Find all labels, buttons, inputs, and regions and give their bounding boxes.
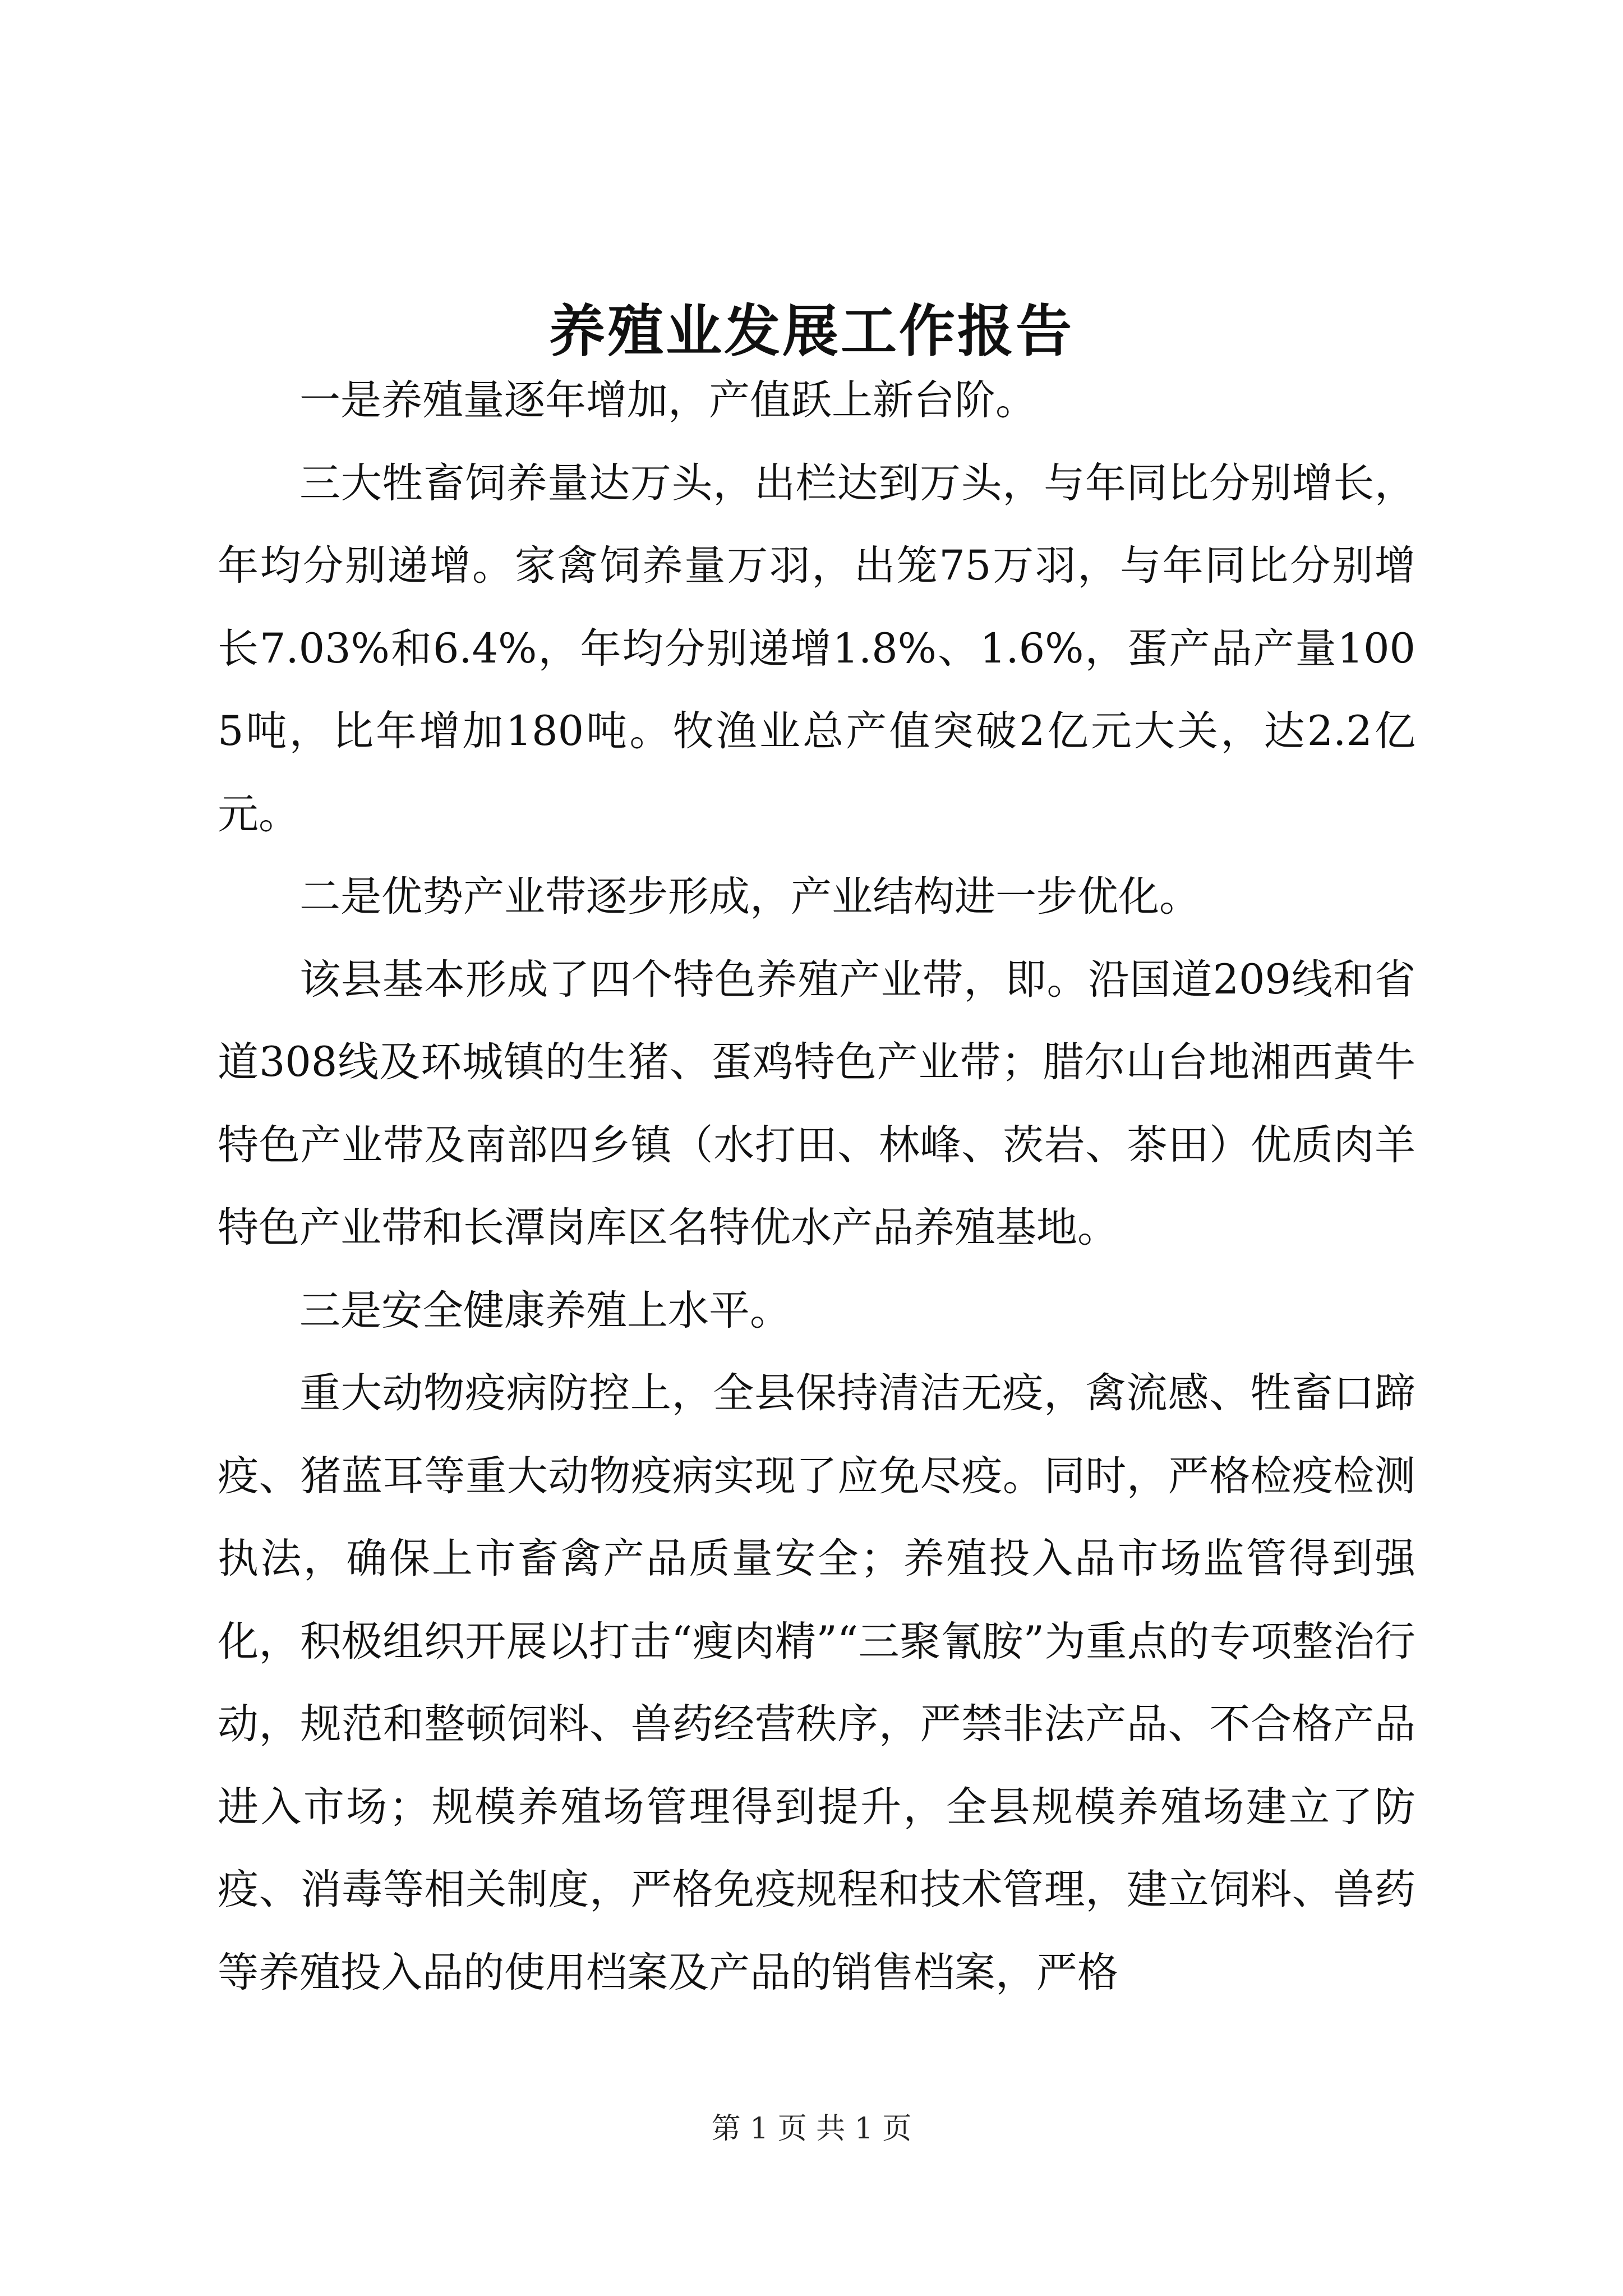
paragraph-3: 二是优势产业带逐步形成，产业结构进一步优化。 (299, 873, 1200, 921)
paragraph-4: 该县基本形成了四个特色养殖产业带，即。沿国道209线和省道308线及环城镇的生猪、蛋鸡特色产业带；腊尔山台地湘西黄牛特色产业带及南部四乡镇（水打田、林峰、茨岩、茶田）优质肉羊特色产业带和长潭岗库区名特优水产品养殖基地。 (218, 955, 1415, 1251)
paragraph-6: 重大动物疫病防控上，全县保持清洁无疫，禽流感、牲畜口蹄疫、猪蓝耳等重大动物疫病实现了应免尽疫。同时，严格检疫检测执法，确保上市畜禽产品质量安全；养殖投入品市场监管得到强化，积极组织开展以打击“瘦肉精”“三聚氰胺”为重点的专项整治行动，规范和整顿饲料、兽药经营秩序，严禁非法产品、不合格产品进入市场；规模养殖场管理得到提升，全县规模养殖场建立了防疫、消毒等相关制度，严格免疫规程和技术管理，建立饲料、兽药等养殖投入品的使用档案及产品的销售档案，严格 (218, 1369, 1415, 1996)
document-body (218, 359, 1415, 2014)
paragraph-5: 三是安全健康养殖上水平。 (299, 1286, 791, 1335)
document-title: 养殖业发展工作报告 (549, 298, 1074, 364)
paragraph-2: 三大牲畜饲养量达万头，出栏达到万头，与年同比分别增长，年均分别递增。家禽饲养量万羽，出笼75万羽，与年同比分别增长7.03%和6.4%，年均分别递增1.8%、1.6%，蛋产品产量1005吨，比年增加180吨。牧渔业总产值突破2亿元大关，达2.2亿元。 (218, 459, 1415, 838)
paragraph-1: 一是养殖量逐年增加，产值跃上新台阶。 (299, 376, 1036, 424)
page-number-footer: 第 1 页 共 1 页 (711, 2112, 912, 2146)
